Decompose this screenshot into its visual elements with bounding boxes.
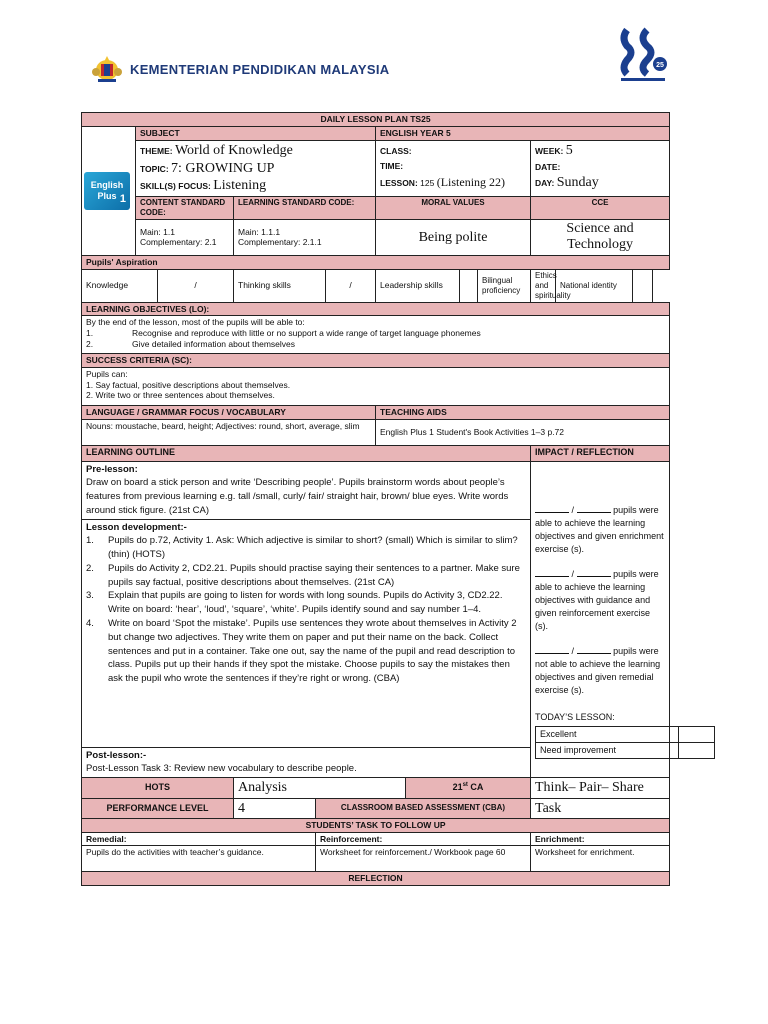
cce-label: CCE bbox=[531, 196, 670, 219]
dev-label: Lesson development:- bbox=[86, 521, 187, 533]
pre-text: Draw on board a stick person and write ‘Describing people’. Pupils brainstorm words about people’s features from previous learning e.g. tall /small, curly/ fair/ straight hair, brown/ blue eyes. Write words around stick figure. (21st CA) bbox=[86, 477, 509, 516]
reflection-label: REFLECTION bbox=[82, 872, 670, 886]
dev-list bbox=[86, 534, 526, 685]
today-excellent: Excellent bbox=[536, 727, 679, 743]
book-cover-image bbox=[84, 172, 130, 210]
lang-value: Nouns: moustache, beard, height; Adjectives: round, short, average, slim bbox=[82, 419, 376, 445]
remedial-value: Pupils do the activities with teacher’s guidance. bbox=[82, 846, 316, 872]
remedial-label: Remedial: bbox=[82, 832, 316, 846]
sc-content bbox=[82, 367, 670, 405]
daily-lesson-plan-table bbox=[81, 112, 670, 886]
asp-bilingual: Bilingual proficiency bbox=[478, 269, 531, 302]
dev-item: 1. Pupils do p.72, Activity 1. Ask: Which adjective is similar to short? (small) Which is similar to slim? (thin) (HOTS) bbox=[86, 535, 518, 561]
today-rating-table bbox=[535, 726, 715, 759]
sc-item: 1. Say factual, positive descriptions about themselves. bbox=[86, 379, 291, 390]
csc-values bbox=[136, 219, 234, 256]
week-label: WEEK: bbox=[535, 146, 564, 156]
cba-label: CLASSROOM BASED ASSESSMENT (CBA) bbox=[316, 798, 531, 819]
malaysia-crest-icon bbox=[90, 54, 124, 84]
pre-lesson-cell bbox=[82, 461, 531, 519]
asp-knowledge: Knowledge bbox=[82, 269, 158, 302]
today-improve-box[interactable] bbox=[679, 743, 715, 759]
asp-national: National identity bbox=[556, 269, 633, 302]
dev-item: 2. Pupils do Activity 2, CD2.21. Pupils should practise saying their sentences to a partner. Make sure pupils say factual, positive descriptions about themselves. (21st CA) bbox=[86, 562, 520, 588]
day-label: DAY: bbox=[535, 178, 555, 189]
asp-thinking-cell: Thinking skills bbox=[234, 269, 326, 302]
lesson-number: 125 bbox=[420, 178, 435, 189]
impact-2: / pupils were able to achieve the learning objectives with guidance and given reinforcement exercise (s). bbox=[535, 568, 659, 631]
pre-label: Pre-lesson: bbox=[86, 463, 138, 475]
reinforcement-label: Reinforcement: bbox=[316, 832, 531, 846]
impact-3: / pupils were not able to achieve the learning objectives and given remedial exercise (s). bbox=[535, 646, 661, 696]
lo-label: LEARNING OBJECTIVES (LO): bbox=[82, 302, 670, 316]
book-cover-cell bbox=[82, 127, 136, 256]
csc-label: CONTENT STANDARD CODE: bbox=[136, 196, 234, 219]
theme-topic-cell bbox=[136, 141, 376, 197]
lesson-development-cell bbox=[82, 519, 531, 747]
today-excellent-box[interactable] bbox=[679, 727, 715, 743]
dev-item: 4. Write on board ‘Spot the mistake’. Pupils use sentences they wrote about themselves in Activity 2 but change two adjectives. They write them on paper and put their name on the back. Collect sentences and put in a container. Take one out, say the name of the pupil and read description to class. Pupils put up their hands if they spot the mistake. Choose pupils to say the mistakes then ask the pupil who wrote the sentences if they’re right or wrong. (CBA) bbox=[86, 618, 517, 685]
ca-value: Think– Pair– Share bbox=[531, 778, 670, 799]
hots-label: HOTS bbox=[82, 778, 234, 799]
asp-ethics: Ethics and spirituality bbox=[531, 269, 556, 302]
lo-intro: By the end of the lesson, most of the pupils will be able to: bbox=[86, 317, 305, 328]
perf-value: 4 bbox=[234, 798, 316, 819]
csc-comp: Complementary: 2.1 bbox=[140, 237, 217, 248]
lsc-label: LEARNING STANDARD CODE: bbox=[234, 196, 376, 219]
today-improve: Need improvement bbox=[536, 743, 679, 759]
lang-label: LANGUAGE / GRAMMAR FOCUS / VOCABULARY bbox=[82, 405, 376, 419]
topic-label: TOPIC: bbox=[140, 163, 169, 174]
lsc-main: Main: 1.1.1 bbox=[238, 226, 281, 237]
post-label: Post-lesson:- bbox=[86, 749, 147, 761]
asp-thinking-tick: / bbox=[326, 269, 376, 302]
subject-value: ENGLISH YEAR 5 bbox=[376, 127, 670, 141]
lesson-label: LESSON: bbox=[380, 178, 418, 189]
lo-content bbox=[82, 316, 670, 354]
topic-value: 7: GROWING UP bbox=[171, 160, 275, 176]
dev-item: 3. Explain that pupils are going to listen for words with long sounds. Pupils do Activity 3, CD2.22. Write on board: ‘hear’, ‘loud’, ‘square’, ‘white’. Pupils identify sound and say number 1–4. bbox=[86, 590, 503, 616]
book-cover-number: 1 bbox=[119, 193, 126, 206]
perf-label: PERFORMANCE LEVEL bbox=[82, 798, 234, 819]
skill-label: SKILL(S) FOCUS: bbox=[140, 181, 211, 191]
reinforcement-value: Worksheet for reinforcement./ Workbook page 60 bbox=[316, 846, 531, 872]
task-label: STUDENTS’ TASK TO FOLLOW UP bbox=[82, 819, 670, 833]
enrichment-label: Enrichment: bbox=[531, 832, 670, 846]
class-label: CLASS: bbox=[380, 146, 412, 156]
impact-1: / pupils were able to achieve the learning objectives and given enrichment exercise (s). bbox=[535, 504, 664, 554]
cba-value: Task bbox=[531, 798, 670, 819]
outline-label: LEARNING OUTLINE bbox=[82, 445, 531, 461]
csc-main: Main: 1.1 bbox=[140, 226, 175, 237]
sc-intro: Pupils can: bbox=[86, 368, 128, 379]
week-value: 5 bbox=[565, 143, 573, 158]
book-cover-text: English Plus bbox=[90, 179, 124, 202]
aids-label: TEACHING AIDS bbox=[376, 405, 670, 419]
class-time-lesson-cell bbox=[376, 141, 531, 197]
week-date-day-cell bbox=[531, 141, 670, 197]
ministry-header bbox=[90, 54, 389, 84]
theme-value: World of Knowledge bbox=[174, 143, 293, 158]
aspiration-label: Pupils' Aspiration bbox=[82, 256, 670, 270]
sc-item: 2. Write two or three sentences about themselves. bbox=[86, 390, 275, 401]
ts25-logo-text: 25 bbox=[656, 62, 664, 69]
hots-value: Analysis bbox=[234, 778, 406, 799]
date-label: DATE: bbox=[535, 161, 561, 172]
post-text: Post-Lesson Task 3: Review new vocabulary to describe people. bbox=[86, 763, 357, 775]
cce-value: Science and Technology bbox=[531, 219, 670, 256]
ca-label: 21st CA bbox=[406, 778, 531, 799]
ts25-logo-icon bbox=[617, 24, 669, 84]
lsc-comp: Complementary: 2.1.1 bbox=[238, 237, 322, 248]
ministry-name: KEMENTERIAN PENDIDIKAN MALAYSIA bbox=[130, 61, 390, 77]
moral-value: Being polite bbox=[376, 219, 531, 256]
asp-knowledge-tick: / bbox=[158, 269, 234, 302]
impact-label: IMPACT / REFLECTION bbox=[531, 445, 670, 461]
lsc-values bbox=[234, 219, 376, 256]
moral-label: MORAL VALUES bbox=[376, 196, 531, 219]
skill-value: Listening bbox=[213, 178, 267, 193]
enrichment-value: Worksheet for enrichment. bbox=[531, 846, 670, 872]
asp-national-tick bbox=[633, 269, 653, 302]
lo-item: 1. Recognise and reproduce with little or no support a wide range of target language phonemes bbox=[86, 327, 481, 338]
post-lesson-cell bbox=[82, 747, 531, 778]
day-value: Sunday bbox=[556, 175, 599, 191]
time-label: TIME: bbox=[380, 160, 404, 171]
asp-leadership: Leadership skills bbox=[376, 269, 460, 302]
lo-item: 2. Give detailed information about themselves bbox=[86, 338, 296, 349]
plan-title: DAILY LESSON PLAN TS25 bbox=[82, 113, 670, 127]
subject-label: SUBJECT bbox=[136, 127, 376, 141]
asp-leadership-tick bbox=[460, 269, 478, 302]
sc-label: SUCCESS CRITERIA (SC): bbox=[82, 354, 670, 368]
impact-cell bbox=[531, 461, 670, 778]
lo-list bbox=[86, 328, 665, 349]
lesson-value: (Listening 22) bbox=[436, 175, 506, 190]
aids-value: English Plus 1 Student's Book Activities 1–3 p.72 bbox=[376, 419, 670, 445]
theme-label: THEME: bbox=[140, 146, 173, 156]
today-label: TODAY’S LESSON: bbox=[535, 712, 615, 723]
